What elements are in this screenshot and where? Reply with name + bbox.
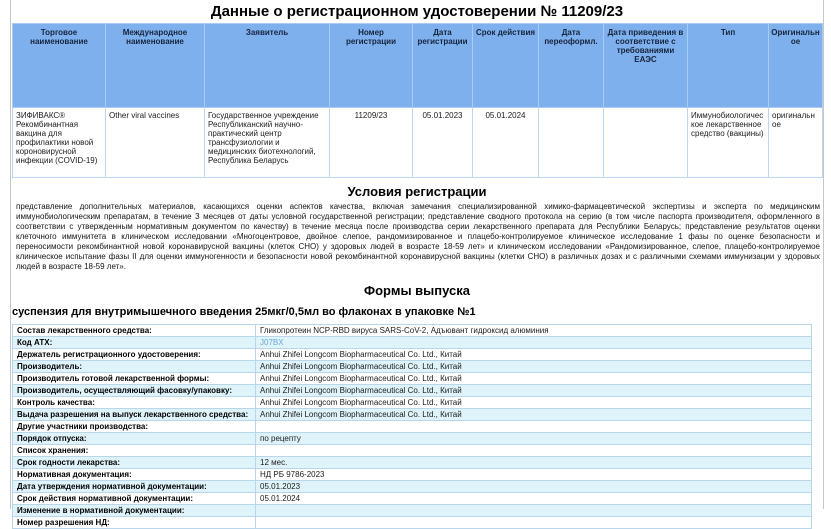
forms-row	[13, 385, 812, 397]
forms-row	[13, 349, 812, 361]
forms-row-value	[256, 337, 812, 349]
atc-code-link[interactable]: J07BX	[260, 338, 284, 347]
registry-cell	[539, 108, 604, 178]
registry-cell: ЗИФИВАКС® Рекомбинантная вакцина для профилактики новой короновирусной инфекции (COVID-19)	[13, 108, 106, 178]
release-form-details-table	[12, 324, 812, 529]
forms-row-value: Anhui Zhifei Longcom Biopharmaceutical Co. Ltd., Китай	[256, 385, 812, 397]
forms-row-value: Anhui Zhifei Longcom Biopharmaceutical Co. Ltd., Китай	[256, 409, 812, 421]
forms-row-label: Срок годности лекарства:	[13, 457, 256, 469]
forms-row-label: Порядок отпуска:	[13, 433, 256, 445]
forms-row-value: Anhui Zhifei Longcom Biopharmaceutical Co. Ltd., Китай	[256, 397, 812, 409]
forms-row-label: Контроль качества:	[13, 397, 256, 409]
forms-row-value: по рецепту	[256, 433, 812, 445]
release-form-subtitle: суспензия для внутримышечного введения 25мкг/0,5мл во флаконах в упаковке №1	[12, 306, 476, 318]
forms-row-label: Держатель регистрационного удостоверения:	[13, 349, 256, 361]
page-title: Данные о регистрационном удостоверении № 11209/23	[210, 3, 624, 20]
conditions-heading: Условия регистрации	[347, 184, 487, 199]
forms-row	[13, 373, 812, 385]
forms-row	[13, 457, 812, 469]
forms-row-label: Производитель, осуществляющий фасовку/упаковку:	[13, 385, 256, 397]
forms-table-body	[13, 325, 812, 529]
registry-column-header: Тип	[688, 24, 769, 108]
forms-row	[13, 469, 812, 481]
registry-column-header: Оригинальное	[769, 24, 823, 108]
registry-cell: Иммунобиологическое лекарственное средство (вакцины)	[688, 108, 769, 178]
registry-column-header: Международное наименование	[106, 24, 205, 108]
forms-row-label: Список хранения:	[13, 445, 256, 457]
forms-row-value: 12 мес.	[256, 457, 812, 469]
registry-column-header: Торговое наименование	[13, 24, 106, 108]
forms-row-value	[256, 421, 812, 433]
registry-cell: 05.01.2024	[473, 108, 539, 178]
forms-row-value: Гликопротеин NCP-RBD вируса SARS-CoV-2, Адъювант гидроксид алюминия	[256, 325, 812, 337]
forms-row-label: Нормативная документация:	[13, 469, 256, 481]
forms-row-label: Срок действия нормативной документации:	[13, 493, 256, 505]
registry-data-row	[13, 108, 823, 178]
forms-row-value: Anhui Zhifei Longcom Biopharmaceutical Co. Ltd., Китай	[256, 349, 812, 361]
forms-row-label: Номер разрешения НД:	[13, 517, 256, 529]
forms-row-value	[256, 505, 812, 517]
registry-column-header: Дата приведения в соответствие с требованиями ЕАЭС	[604, 24, 688, 108]
forms-row	[13, 445, 812, 457]
registry-column-header: Дата регистрации	[413, 24, 473, 108]
forms-row	[13, 361, 812, 373]
page-right-border	[823, 0, 824, 509]
forms-row	[13, 337, 812, 349]
forms-row-label: Код АТХ:	[13, 337, 256, 349]
forms-row-label: Выдача разрешения на выпуск лекарственного средства:	[13, 409, 256, 421]
forms-row	[13, 409, 812, 421]
forms-row-value	[256, 445, 812, 457]
forms-row-label: Производитель готовой лекарственной формы:	[13, 373, 256, 385]
registry-cell	[604, 108, 688, 178]
forms-row-value: Anhui Zhifei Longcom Biopharmaceutical Co. Ltd., Китай	[256, 361, 812, 373]
registry-cell: Other viral vaccines	[106, 108, 205, 178]
forms-row-value: Anhui Zhifei Longcom Biopharmaceutical Co. Ltd., Китай	[256, 373, 812, 385]
registry-header-row	[13, 24, 823, 108]
forms-row	[13, 481, 812, 493]
forms-row-label: Производитель:	[13, 361, 256, 373]
forms-row	[13, 397, 812, 409]
registry-column-header: Заявитель	[205, 24, 330, 108]
forms-row	[13, 517, 812, 529]
forms-row	[13, 421, 812, 433]
registry-column-header: Срок действия	[473, 24, 539, 108]
forms-row-value: НД РБ 9786-2023	[256, 469, 812, 481]
page-left-border	[10, 0, 11, 509]
forms-row-label: Изменение в нормативной документации:	[13, 505, 256, 517]
registry-cell: Государственное учреждение Республиканский научно-практический центр трансфузиологии и медицинских биотехнологий, Республика Беларусь	[205, 108, 330, 178]
forms-row	[13, 505, 812, 517]
registry-cell: 11209/23	[330, 108, 413, 178]
forms-row-label: Дата утверждения нормативной документации:	[13, 481, 256, 493]
conditions-text: представление дополнительных материалов, касающихся оценки аспектов качества, включая замечания специализированной химико-фармацевтической экспертизы и эксперта по медицинским иммунобиологическим препаратам, в течение 3 месяцев от даты условной государственной регистрации; представление сводного протокола на серию (в том числе паспорта производителя, оформленного в соответствии с утвержденным нормативным документом по качеству) в течение месяца после производства серии лекарственного препарата для Республики Беларусь; представление результатов оценки клеточного иммунитета в клиническом исследовании «Многоцентровое, двойное слепое, рандомизированное и плацебо-контролируемое клиническое исследование 1 фазы по оценке безопасности и переносимости рекомбинантной новой коронавирусной вакцины (клеток CHO) у здоровых людей в возрасте 18-59 лет» и клиническом исследовании «Рандомизированное, слепое, плацебо-контролируемое клиническое испытание фазы II для оценки иммуногенности и безопасности новой рекомбинантной коронавирусной вакцины (клетки CHO) в различных дозах и с различными схемами иммунизации у здоровых людей в возрасте 18-59 лет».	[16, 202, 820, 271]
forms-row-label: Другие участники производства:	[13, 421, 256, 433]
registry-cell: оригинальное	[769, 108, 823, 178]
forms-row	[13, 493, 812, 505]
release-forms-heading: Формы выпуска	[364, 283, 470, 298]
registry-column-header: Номер регистрации	[330, 24, 413, 108]
forms-row-label: Состав лекарственного средства:	[13, 325, 256, 337]
forms-row-value: 05.01.2024	[256, 493, 812, 505]
forms-row	[13, 325, 812, 337]
forms-row-value: 05.01.2023	[256, 481, 812, 493]
forms-row	[13, 433, 812, 445]
registry-table	[12, 23, 823, 178]
registry-column-header: Дата переоформл.	[539, 24, 604, 108]
registry-cell: 05.01.2023	[413, 108, 473, 178]
forms-row-value	[256, 517, 812, 529]
